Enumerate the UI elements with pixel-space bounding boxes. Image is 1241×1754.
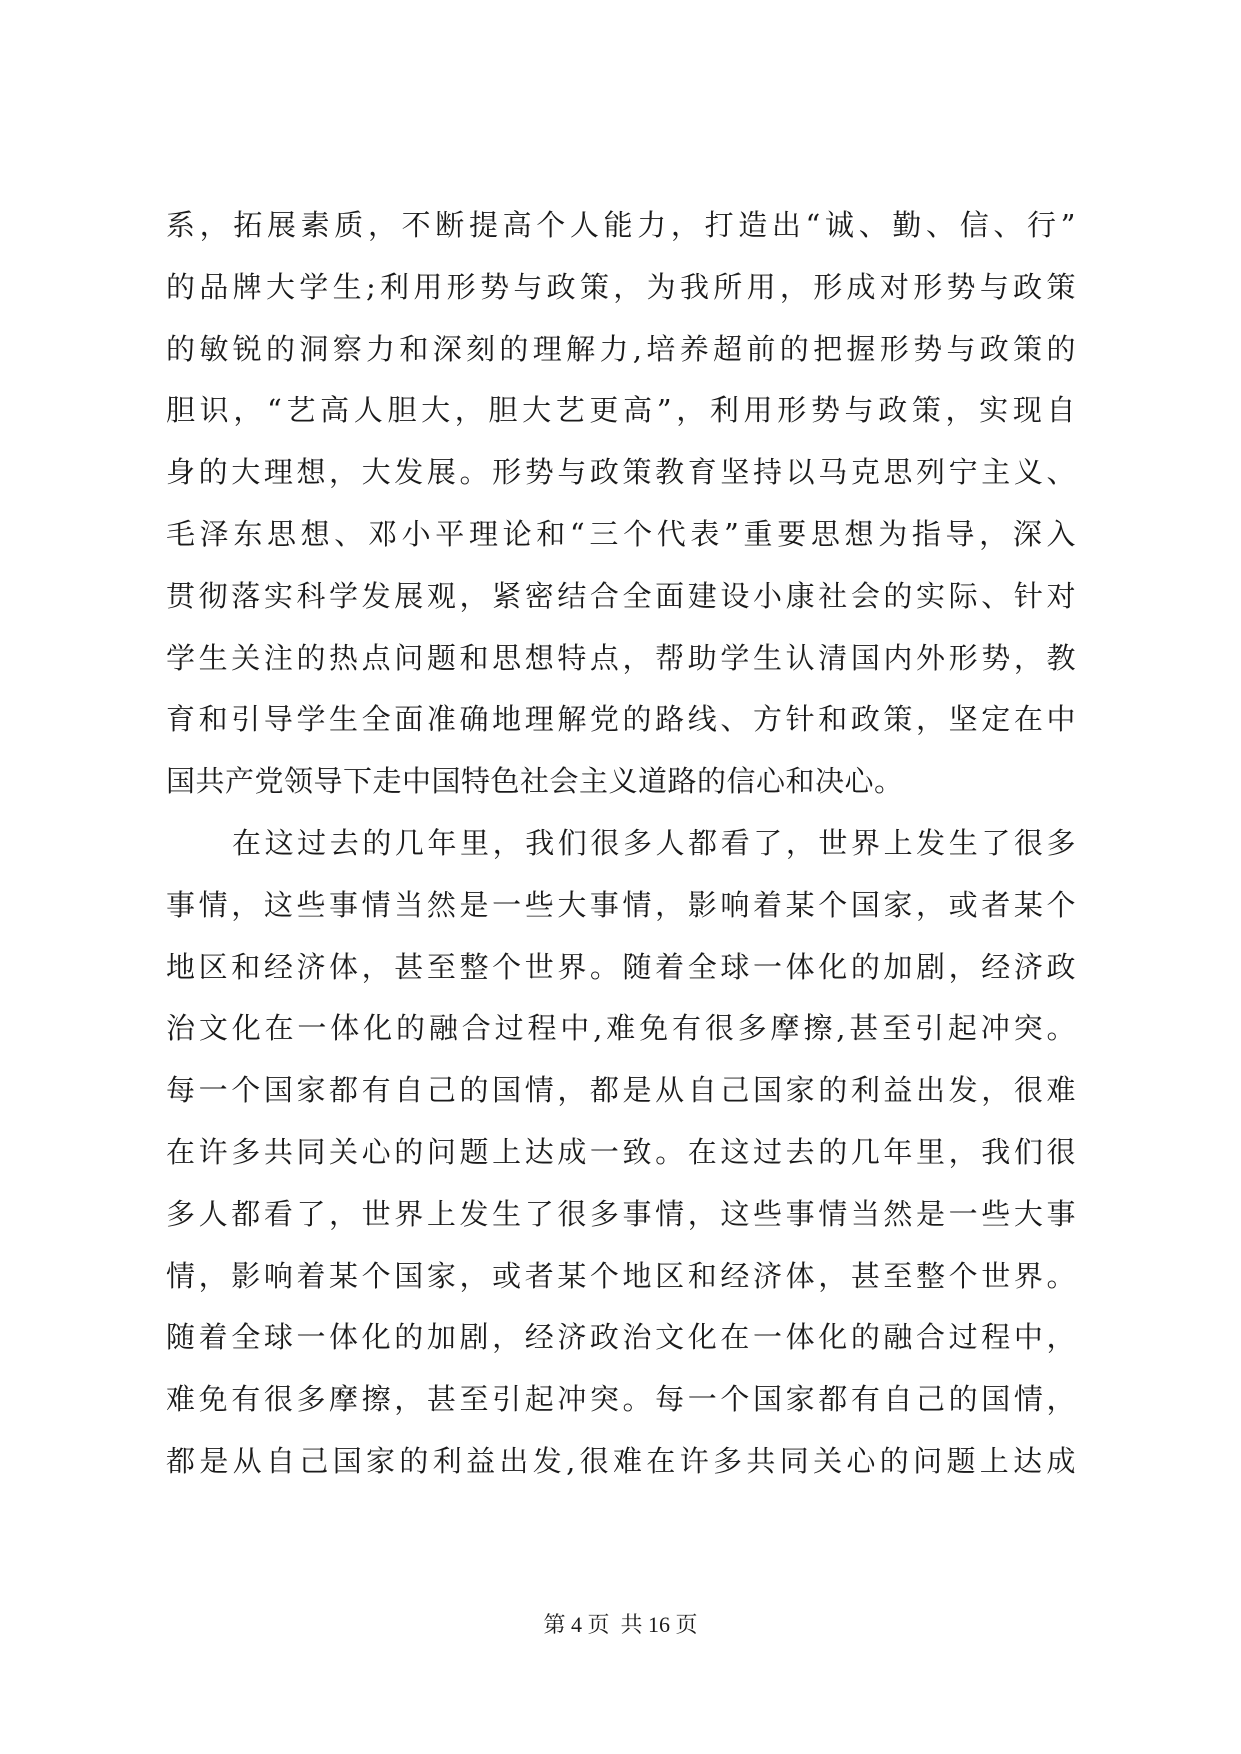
- text-line: 国共产党领导下走中国特色社会主义道路的信心和决心。: [166, 764, 904, 799]
- text-line: 育和引导学生全面准确地理解党的路线、方针和政策，坚定在中: [166, 702, 1076, 737]
- text-line: 系，拓展素质，不断提高个人能力，打造出“诚、勤、信、行”: [166, 208, 1076, 242]
- text-line: 学生关注的热点问题和思想特点，帮助学生认清国内外形势，教: [166, 640, 1076, 675]
- text-line: 胆识，“艺高人胆大，胆大艺更高”，利用形势与政策，实现自: [166, 393, 1076, 428]
- text-line: 在这过去的几年里，我们很多人都看了，世界上发生了很多: [232, 825, 1076, 860]
- text-line: 难免有很多摩擦，甚至引起冲突。每一个国家都有自己的国情，: [166, 1382, 1076, 1417]
- page-number-footer: 第 4 页 共 16 页: [543, 1612, 698, 1637]
- body-text: [166, 195, 1076, 1493]
- text-line: 治文化在一体化的融合过程中,难免有很多摩擦,甚至引起冲突。: [166, 1011, 1076, 1046]
- text-line: 多人都看了，世界上发生了很多事情，这些事情当然是一些大事: [166, 1196, 1076, 1231]
- text-line: 都是从自己国家的利益出发,很难在许多共同关心的问题上达成: [166, 1443, 1076, 1478]
- text-line: 事情，这些事情当然是一些大事情，影响着某个国家，或者某个: [166, 887, 1076, 922]
- text-line: 毛泽东思想、邓小平理论和“三个代表”重要思想为指导，深入: [166, 516, 1076, 551]
- text-line: 的品牌大学生;利用形势与政策，为我所用，形成对形势与政策: [166, 269, 1076, 304]
- text-line: 情，影响着某个国家，或者某个地区和经济体，甚至整个世界。: [166, 1258, 1076, 1293]
- text-line: 贯彻落实科学发展观，紧密结合全面建设小康社会的实际、针对: [166, 578, 1076, 613]
- text-line: 身的大理想，大发展。形势与政策教育坚持以马克思列宁主义、: [166, 455, 1076, 490]
- text-line: 随着全球一体化的加剧，经济政治文化在一体化的融合过程中，: [166, 1320, 1076, 1355]
- text-line: 的敏锐的洞察力和深刻的理解力,培养超前的把握形势与政策的: [166, 331, 1076, 366]
- text-line: 在许多共同关心的问题上达成一致。在这过去的几年里，我们很: [166, 1134, 1076, 1169]
- text-line: 每一个国家都有自己的国情，都是从自己国家的利益出发，很难: [166, 1073, 1076, 1108]
- text-line: 地区和经济体，甚至整个世界。随着全球一体化的加剧，经济政: [166, 949, 1076, 984]
